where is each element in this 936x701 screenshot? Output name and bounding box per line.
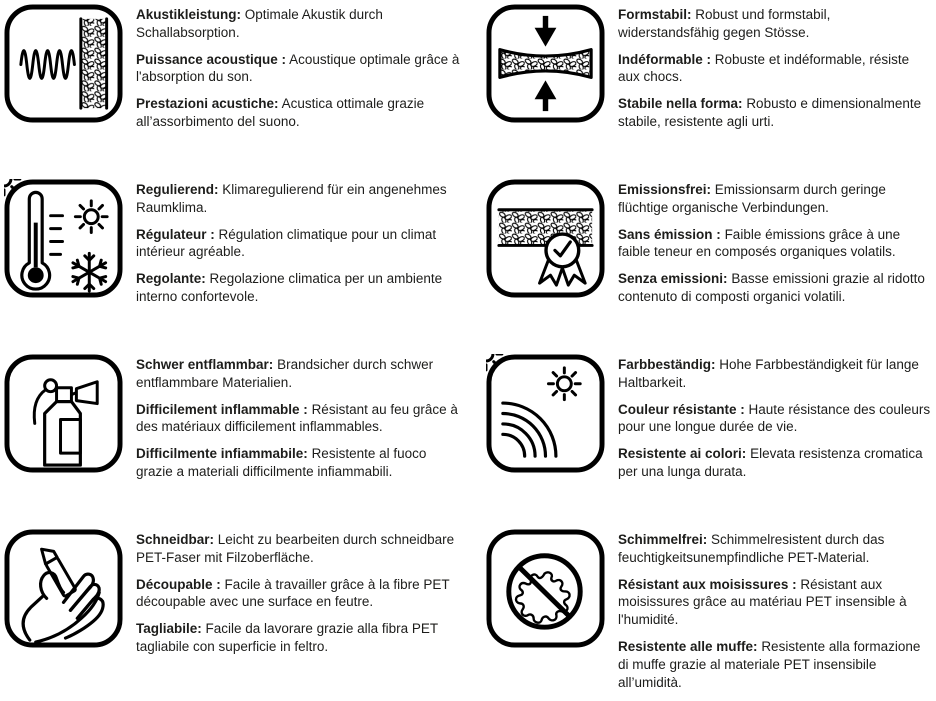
- text-de: [618, 181, 932, 217]
- text-it: [136, 270, 464, 306]
- feature-tile-acoustics: [0, 0, 468, 175]
- label-fr: Résistant aux moisissures :: [618, 576, 797, 592]
- body-fr: Résistant au feu grâce à des matériaux difficilement inflammables.: [136, 401, 458, 435]
- text-it: [618, 638, 932, 691]
- text-de: [136, 6, 464, 42]
- label-fr: Puissance acoustique :: [136, 51, 287, 67]
- label-it: Resistente alle muffe:: [618, 639, 758, 655]
- text-it: [136, 620, 464, 656]
- body-de: Emissionsarm durch geringe flüchtige organische Verbindungen.: [618, 182, 886, 215]
- text-it: [136, 95, 464, 131]
- text-fr: [136, 576, 464, 612]
- body-fr: Résistant aux moisissures grâce au matériau PET insensible à l'humidité.: [618, 576, 907, 628]
- body-de: Schimmelresistent durch das feuchtigkeitsunempfindliche PET-Material.: [618, 532, 885, 565]
- label-it: Stabile nella forma:: [618, 96, 743, 112]
- body-it: Robusto e dimensionalmente stabile, resistente agli urti.: [618, 96, 922, 130]
- body-de: Optimale Akustik durch Schallabsorption.: [136, 7, 383, 40]
- text-it: [618, 270, 932, 306]
- feature-texts: [618, 356, 932, 490]
- body-de: Klimaregulierend für ein angenehmes Raumklima.: [136, 182, 447, 215]
- text-de: [618, 356, 932, 392]
- text-fr: [618, 51, 932, 87]
- feature-tile-mold: [468, 525, 936, 700]
- feature-texts: [136, 181, 464, 315]
- text-de: [618, 531, 932, 567]
- label-it: Difficilmente infiammabile:: [136, 446, 308, 462]
- body-fr: Facile à travailler grâce à la fibre PET découpable avec une surface en feutre.: [136, 576, 450, 610]
- text-de: [136, 531, 464, 567]
- label-fr: Régulateur :: [136, 226, 215, 242]
- body-de: Brandsicher durch schwer entflammbare Materialien.: [136, 357, 434, 390]
- label-it: Senza emissioni:: [618, 271, 728, 287]
- body-it: Resistente al fuoco grazie a materiali difficilmente infiammabili.: [136, 446, 427, 480]
- body-de: Robust und formstabil, widerstandsfähig gegen Stösse.: [618, 7, 831, 40]
- body-fr: Faible émissions grâce à une faible teneur en composés organiques volatils.: [618, 226, 901, 260]
- body-fr: Robuste et indéformable, résiste aux chocs.: [618, 51, 910, 85]
- emission-free-icon: [486, 179, 605, 298]
- feature-tile-climate: [0, 175, 468, 350]
- body-fr: Acoustique optimale grâce à l'absorption du son.: [136, 51, 460, 85]
- label-de: Schneidbar:: [136, 532, 215, 547]
- feature-texts: [136, 6, 464, 140]
- color-fast-icon: [486, 354, 605, 473]
- feature-tile-shape-stability: [468, 0, 936, 175]
- text-fr: [618, 401, 932, 437]
- text-it: [618, 95, 932, 131]
- body-it: Facile da lavorare grazie alla fibra PET tagliabile con superficie in feltro.: [136, 621, 438, 655]
- label-fr: Difficilement inflammable :: [136, 401, 308, 417]
- feature-texts: [136, 356, 464, 490]
- text-fr: [618, 576, 932, 629]
- label-fr: Sans émission :: [618, 226, 721, 242]
- label-de: Schimmelfrei:: [618, 532, 708, 547]
- body-de: Hohe Farbbeständigkeit für lange Haltbarkeit.: [618, 357, 919, 390]
- text-it: [618, 445, 932, 481]
- label-it: Prestazioni acustiche:: [136, 96, 279, 112]
- feature-texts: [136, 531, 464, 665]
- body-fr: Haute résistance des couleurs pour une longue durée de vie.: [618, 401, 931, 435]
- climate-regulating-icon: [4, 179, 123, 298]
- mold-resistant-icon: [486, 529, 605, 648]
- feature-tile-fire: [0, 350, 468, 525]
- body-fr: Régulation climatique pour un climat intérieur agréable.: [136, 226, 437, 260]
- label-de: Regulierend:: [136, 182, 219, 197]
- text-de: [618, 6, 932, 42]
- feature-tile-colorfast: [468, 350, 936, 525]
- feature-tile-cuttable: [0, 525, 468, 700]
- feature-texts: [618, 531, 932, 701]
- flame-retardant-icon: [4, 354, 123, 473]
- sound-absorption-icon: [4, 4, 123, 123]
- body-it: Basse emissioni grazie al ridotto contenuto di composti organici volatili.: [618, 271, 925, 305]
- label-de: Formstabil:: [618, 7, 692, 22]
- text-fr: [136, 226, 464, 262]
- label-it: Tagliabile:: [136, 621, 202, 637]
- cuttable-icon: [4, 529, 123, 648]
- text-it: [136, 445, 464, 481]
- body-it: Regolazione climatica per un ambiente interno confortevole.: [136, 271, 443, 305]
- label-it: Resistente ai colori:: [618, 446, 747, 462]
- text-de: [136, 356, 464, 392]
- label-de: Emissionsfrei:: [618, 182, 712, 197]
- body-it: Elevata resistenza cromatica per una lunga durata.: [618, 446, 923, 480]
- text-fr: [136, 51, 464, 87]
- label-de: Akustikleistung:: [136, 7, 242, 22]
- feature-texts: [618, 181, 932, 315]
- shape-stability-icon: [486, 4, 605, 123]
- label-fr: Couleur résistante :: [618, 401, 745, 417]
- label-fr: Indéformable :: [618, 51, 712, 67]
- body-de: Leicht zu bearbeiten durch schneidbare PET-Faser mit Filzoberfläche.: [136, 532, 455, 565]
- text-fr: [136, 401, 464, 437]
- text-de: [136, 181, 464, 217]
- label-de: Schwer entflammbar:: [136, 357, 274, 372]
- text-fr: [618, 226, 932, 262]
- body-it: Resistente alla formazione di muffe grazie al materiale PET insensibile all’umidità.: [618, 639, 921, 690]
- label-fr: Découpable :: [136, 576, 221, 592]
- label-it: Regolante:: [136, 271, 206, 287]
- body-it: Acustica ottimale grazie all’assorbimento del suono.: [136, 96, 425, 130]
- label-de: Farbbeständig:: [618, 357, 716, 372]
- feature-tile-emissions: [468, 175, 936, 350]
- feature-texts: [618, 6, 932, 140]
